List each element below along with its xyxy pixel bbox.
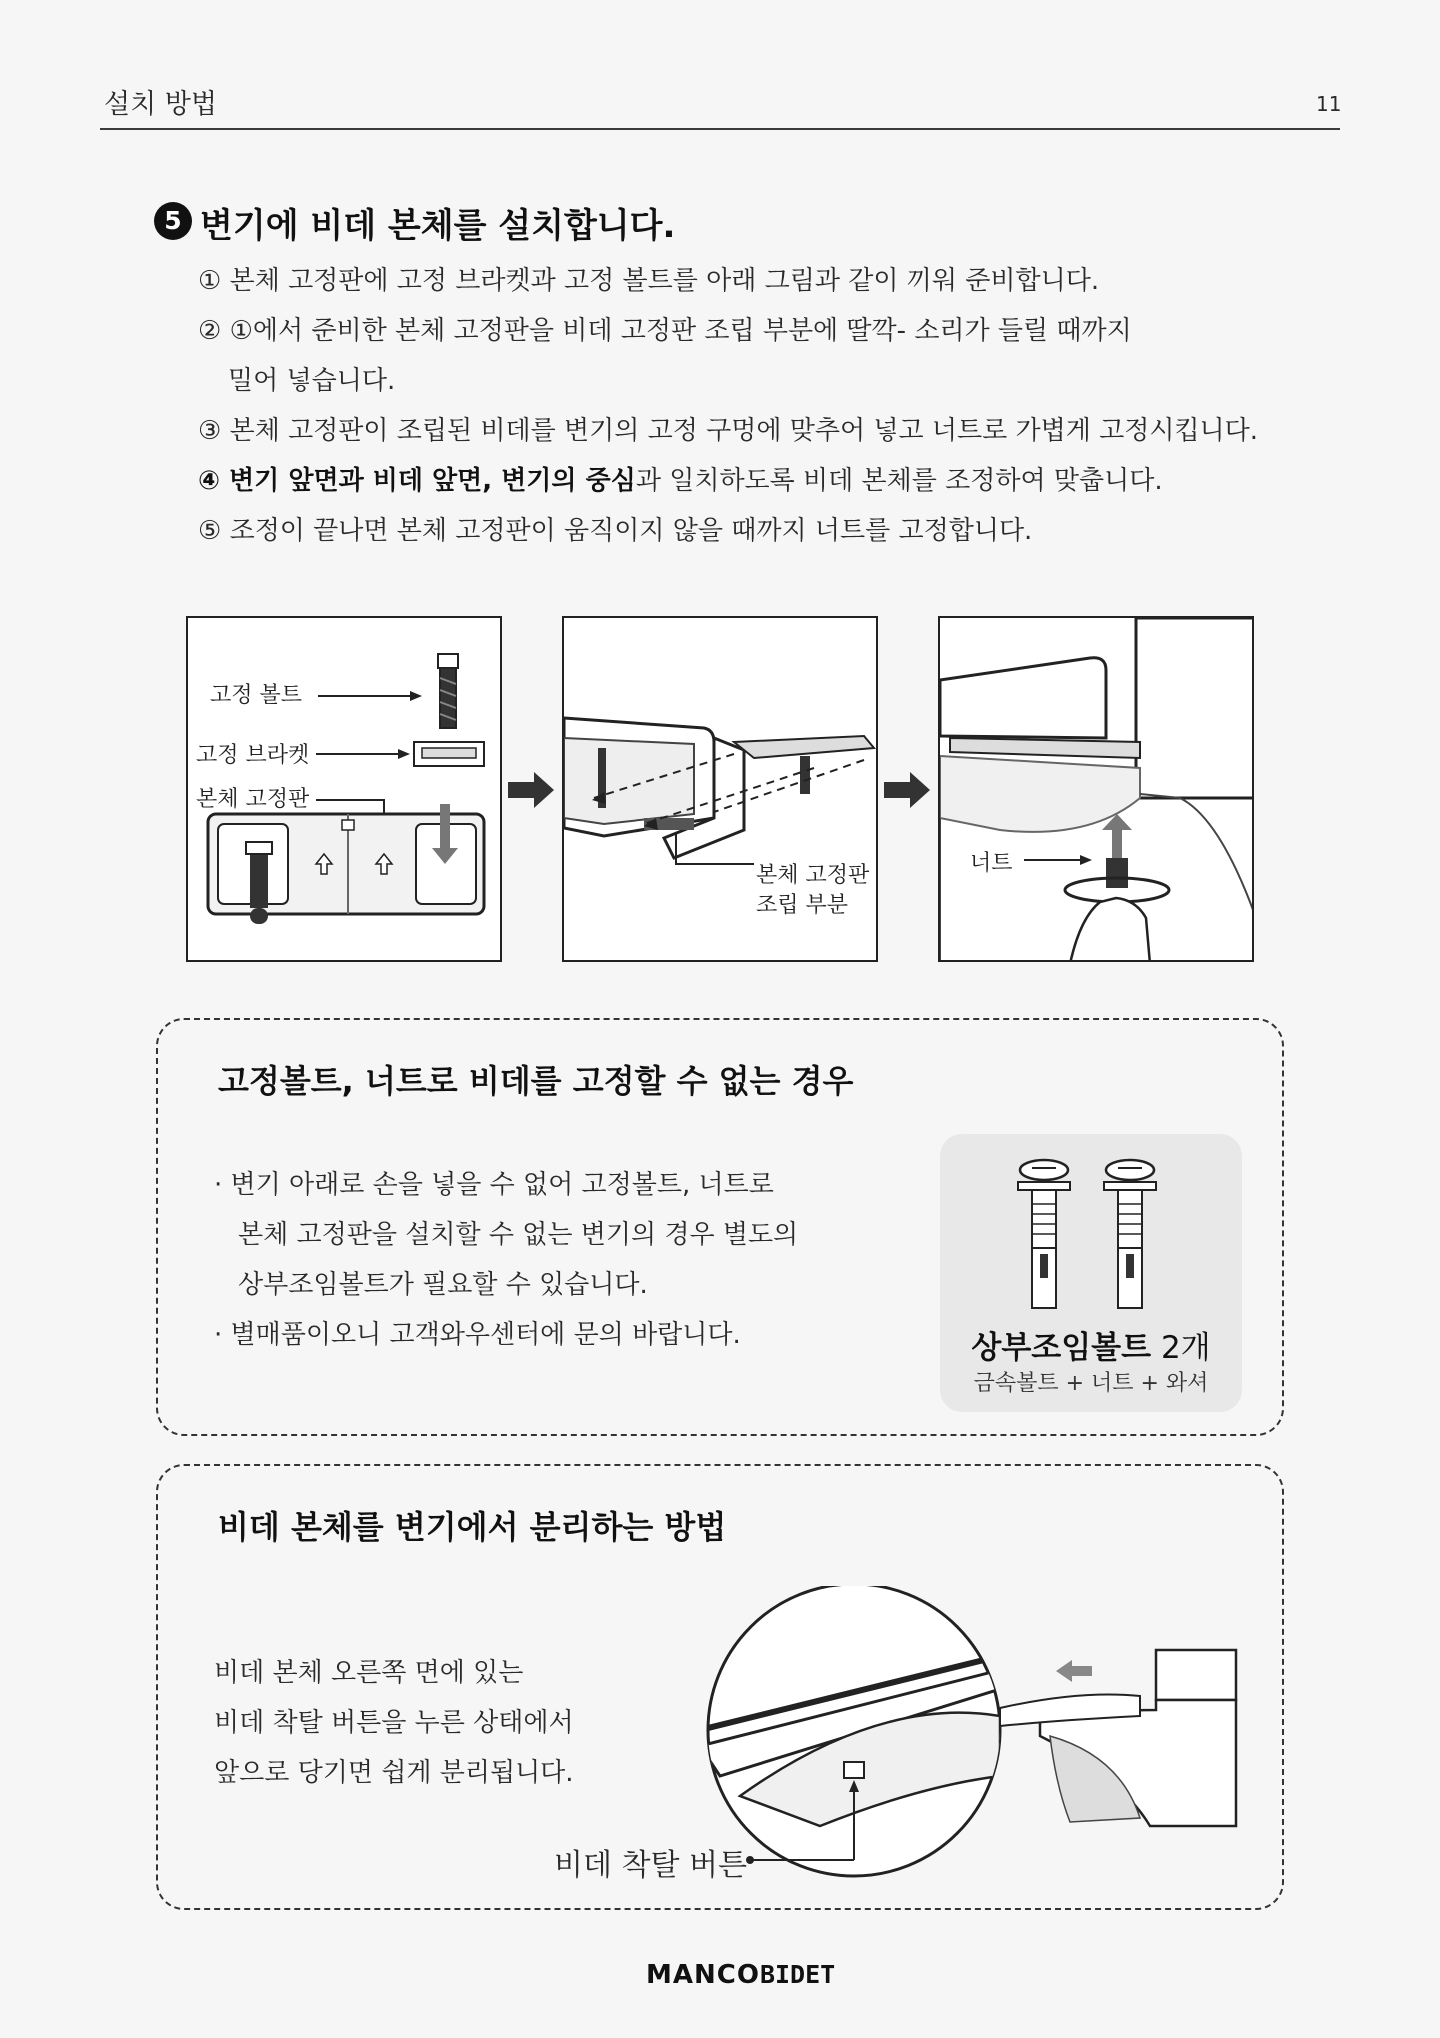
top-bolt-parts: 금속볼트 + 너트 + 와셔 xyxy=(973,1371,1209,1396)
bracket-label: 고정 브라켓 xyxy=(196,743,310,768)
top-bolt-name xyxy=(940,1322,1242,1367)
nut-icon xyxy=(1106,858,1128,888)
top-bolt-name-bold: 상부조임볼트 xyxy=(971,1330,1152,1366)
notice-line-1: · 변기 아래로 손을 넣을 수 없어 고정볼트, 너트로 xyxy=(214,1170,774,1200)
step-number-badge: 5 xyxy=(154,202,192,240)
detach-illustration xyxy=(700,1586,1260,1886)
nut-illustration xyxy=(940,618,1254,962)
instruction-4-bold: ④ 변기 앞면과 비데 앞면, 변기의 중심 xyxy=(198,466,636,496)
notice-line-2: 본체 고정판을 설치할 수 없는 변기의 경우 별도의 xyxy=(238,1220,799,1250)
notice-line-3: 상부조임볼트가 필요할 수 있습니다. xyxy=(238,1270,648,1300)
plate-bolt-icon xyxy=(800,756,810,794)
top-bolt-icon xyxy=(1010,1156,1180,1312)
detach-line-2: 비데 착탈 버튼을 누른 상태에서 xyxy=(214,1708,574,1738)
top-bolt-qty: 2개 xyxy=(1160,1330,1211,1366)
top-bolt-card xyxy=(940,1134,1242,1412)
instruction-2: ② ①에서 준비한 본체 고정판을 비데 고정판 조립 부분에 딸깍- 소리가 들릴 때까지 xyxy=(198,316,1132,346)
detach-button-icon xyxy=(844,1762,864,1778)
bolt-icon xyxy=(438,654,458,728)
instruction-2-cont: 밀어 넣습니다. xyxy=(228,366,396,396)
instruction-3: ③ 본체 고정판이 조립된 비데를 변기의 고정 구멍에 맞추어 넣고 너트로 가볍게 고정시킵니다. xyxy=(198,416,1259,446)
instruction-4-rest: 과 일치하도록 비데 본체를 조정하여 맞춥니다. xyxy=(635,466,1163,496)
instruction-1: ① 본체 고정판에 고정 브라켓과 고정 볼트를 아래 그림과 같이 끼워 준비합니다. xyxy=(198,266,1100,296)
detach-box-title: 비데 본체를 변기에서 분리하는 방법 xyxy=(218,1508,727,1546)
next-step-arrow-icon-2 xyxy=(884,772,932,808)
detach-line-1: 비데 본체 오른쪽 면에 있는 xyxy=(214,1658,524,1688)
notice-box-title: 고정볼트, 너트로 비데를 고정할 수 없는 경우 xyxy=(218,1062,854,1100)
plate-label: 본체 고정판 xyxy=(196,787,310,812)
bolt-label: 고정 볼트 xyxy=(210,683,303,708)
step-title: 변기에 비데 본체를 설치합니다. xyxy=(200,206,676,246)
figure-panel-parts xyxy=(186,616,502,962)
assembly-label-2: 조립 부분 xyxy=(756,893,849,918)
assembly-label-1: 본체 고정판 xyxy=(756,863,870,888)
figure-panel-nut xyxy=(938,616,1254,962)
logo-part-1: MANCO xyxy=(646,1960,760,1990)
nut-label: 너트 xyxy=(970,851,1013,876)
instruction-4 xyxy=(198,460,1163,497)
detach-line-3: 앞으로 당기면 쉽게 분리됩니다. xyxy=(214,1758,574,1788)
header-divider xyxy=(100,128,1340,130)
notice-line-4: · 별매품이오니 고객와우센터에 문의 바랍니다. xyxy=(214,1320,741,1350)
next-step-arrow-icon xyxy=(508,772,556,808)
instruction-5: ⑤ 조정이 끝나면 본체 고정판이 움직이지 않을 때까지 너트를 고정합니다. xyxy=(198,516,1033,546)
logo-part-2: BIDET xyxy=(759,1960,836,1989)
figure-panel-assembly xyxy=(562,616,878,962)
section-title: 설치 방법 xyxy=(104,89,217,120)
detach-button-label: 비데 착탈 버튼 xyxy=(554,1848,747,1883)
brand-logo xyxy=(646,1960,835,1990)
page-number: 11 xyxy=(1316,92,1342,116)
